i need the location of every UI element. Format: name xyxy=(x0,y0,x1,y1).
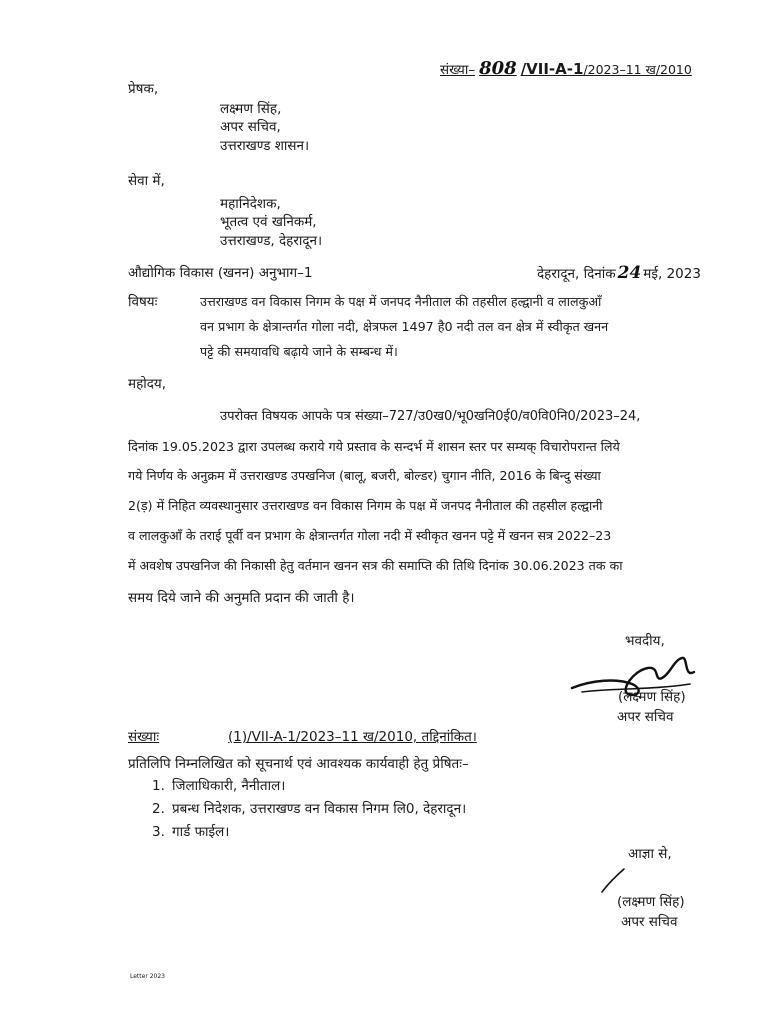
sender-org: उत्तराखण्ड शासन। xyxy=(220,138,310,154)
body-line-2: दिनांक 19.05.2023 द्वारा उपलब्ध कराये गये प्रस्ताव के सन्दर्भ में शासन स्तर पर सम्यक् विचारोपरान्त लिये xyxy=(128,439,620,454)
by-order: आज्ञा से, xyxy=(628,846,672,862)
salutation: महोदय, xyxy=(128,376,167,392)
body-line-6: में अवशेष उपखनिज की निकासी हेतु वर्तमान खनन सत्र की समाप्ति की तिथि दिनांक 30.06.2023 तक का xyxy=(128,558,623,573)
reference-number xyxy=(440,60,692,79)
copy-item-3-text: गार्ड फाईल। xyxy=(172,824,230,840)
recipient-dept: भूतत्व एवं खनिकर्म, xyxy=(220,214,317,230)
valediction: भवदीय, xyxy=(625,633,665,649)
copy-item-2-text: प्रबन्ध निदेशक, उत्तराखण्ड वन विकास निगम लि0, देहरादून। xyxy=(172,801,467,817)
letter-date xyxy=(537,264,701,283)
order-designation: अपर सचिव xyxy=(621,914,678,930)
copy-item-1-num: 1. xyxy=(152,778,165,794)
copy-item-3-num: 3. xyxy=(152,824,165,840)
copy-item-1-text: जिलाधिकारी, नैनीताल। xyxy=(172,778,286,794)
closing-designation: अपर सचिव xyxy=(617,709,674,725)
closing-name: (लक्ष्मण सिंह) xyxy=(618,689,686,705)
recipient-title: महानिदेशक, xyxy=(220,196,281,212)
copy-intro: प्रतिलिपि निम्नलिखित को सूचनार्थ एवं आवश्यक कार्यवाही हेतु प्रेषितः– xyxy=(128,756,469,772)
order-name: (लक्ष्मण सिंह) xyxy=(617,894,685,910)
subject-line-1: उत्तराखण्ड वन विकास निगम के पक्ष में जनपद नैनीताल की तहसील हल्द्वानी व लालकुऑं xyxy=(200,294,602,309)
footer-note: Letter 2023 xyxy=(130,973,165,980)
body-line-3: गये निर्णय के अनुक्रम में उत्तराखण्ड उपखनिज (बालू, बजरी, बोल्डर) चुगान नीति, 2016 के बिन्दु संख्या xyxy=(128,468,601,483)
subject-label: विषयः xyxy=(128,294,158,310)
section-name: औद्योगिक विकास (खनन) अनुभाग–1 xyxy=(128,265,313,281)
recipient-place: उत्तराखण्ड, देहरादून। xyxy=(220,233,323,249)
date-suffix: मई, 2023 xyxy=(643,266,701,282)
body-line-1: उपरोक्त विषयक आपके पत्र संख्या–727/उ0ख0/भू0खनि0ई0/व0वि0नि0/2023–24, xyxy=(220,409,641,424)
body-line-7: समय दिये जाने की अनुमति प्रदान की जाती है। xyxy=(128,590,355,606)
reference-roman: /VII-A-1 xyxy=(520,60,584,78)
subject-line-3: पट्टे की समयावधि बढ़ाये जाने के सम्बन्ध में। xyxy=(200,344,398,359)
body-line-4: 2(ड़) में निहित व्यवस्थानुसार उत्तराखण्ड वन विकास निगम के पक्ष में जनपद नैनीताल की तहसील हल्द्वानी xyxy=(128,498,603,513)
recipient-label: सेवा में, xyxy=(128,173,165,189)
sender-designation: अपर सचिव, xyxy=(220,119,281,135)
copy-ref-text: (1)/VII-A-1/2023–11 ख/2010, तद्दिनांकित। xyxy=(228,729,477,745)
copy-item-2-num: 2. xyxy=(152,801,165,817)
sender-name: लक्ष्मण सिंह, xyxy=(220,101,282,117)
date-handwritten-day: 24 xyxy=(617,263,642,283)
reference-suffix: /2023–11 ख/2010 xyxy=(583,62,692,77)
copy-ref-label: संख्याः xyxy=(128,729,160,745)
sender-label: प्रेषक, xyxy=(128,81,159,97)
body-line-5: व लालकुऑं के तराई पूर्वी वन प्रभाग के क्षेत्रान्तर्गत गोला नदी में स्वीकृत खनन पट्टे में खनन सत्र 2022–23 xyxy=(128,528,612,543)
reference-prefix: संख्या– xyxy=(440,62,476,78)
date-prefix: देहरादून, दिनांक xyxy=(537,266,616,282)
subject-line-2: वन प्रभाग के क्षेत्रान्तर्गत गोला नदी, क्षेत्रफल 1497 है0 नदी तल वन क्षेत्र में स्वीकृत खनन xyxy=(200,319,609,334)
reference-handwritten-number: 808 xyxy=(479,58,517,79)
signature-initial-mark xyxy=(598,866,628,894)
